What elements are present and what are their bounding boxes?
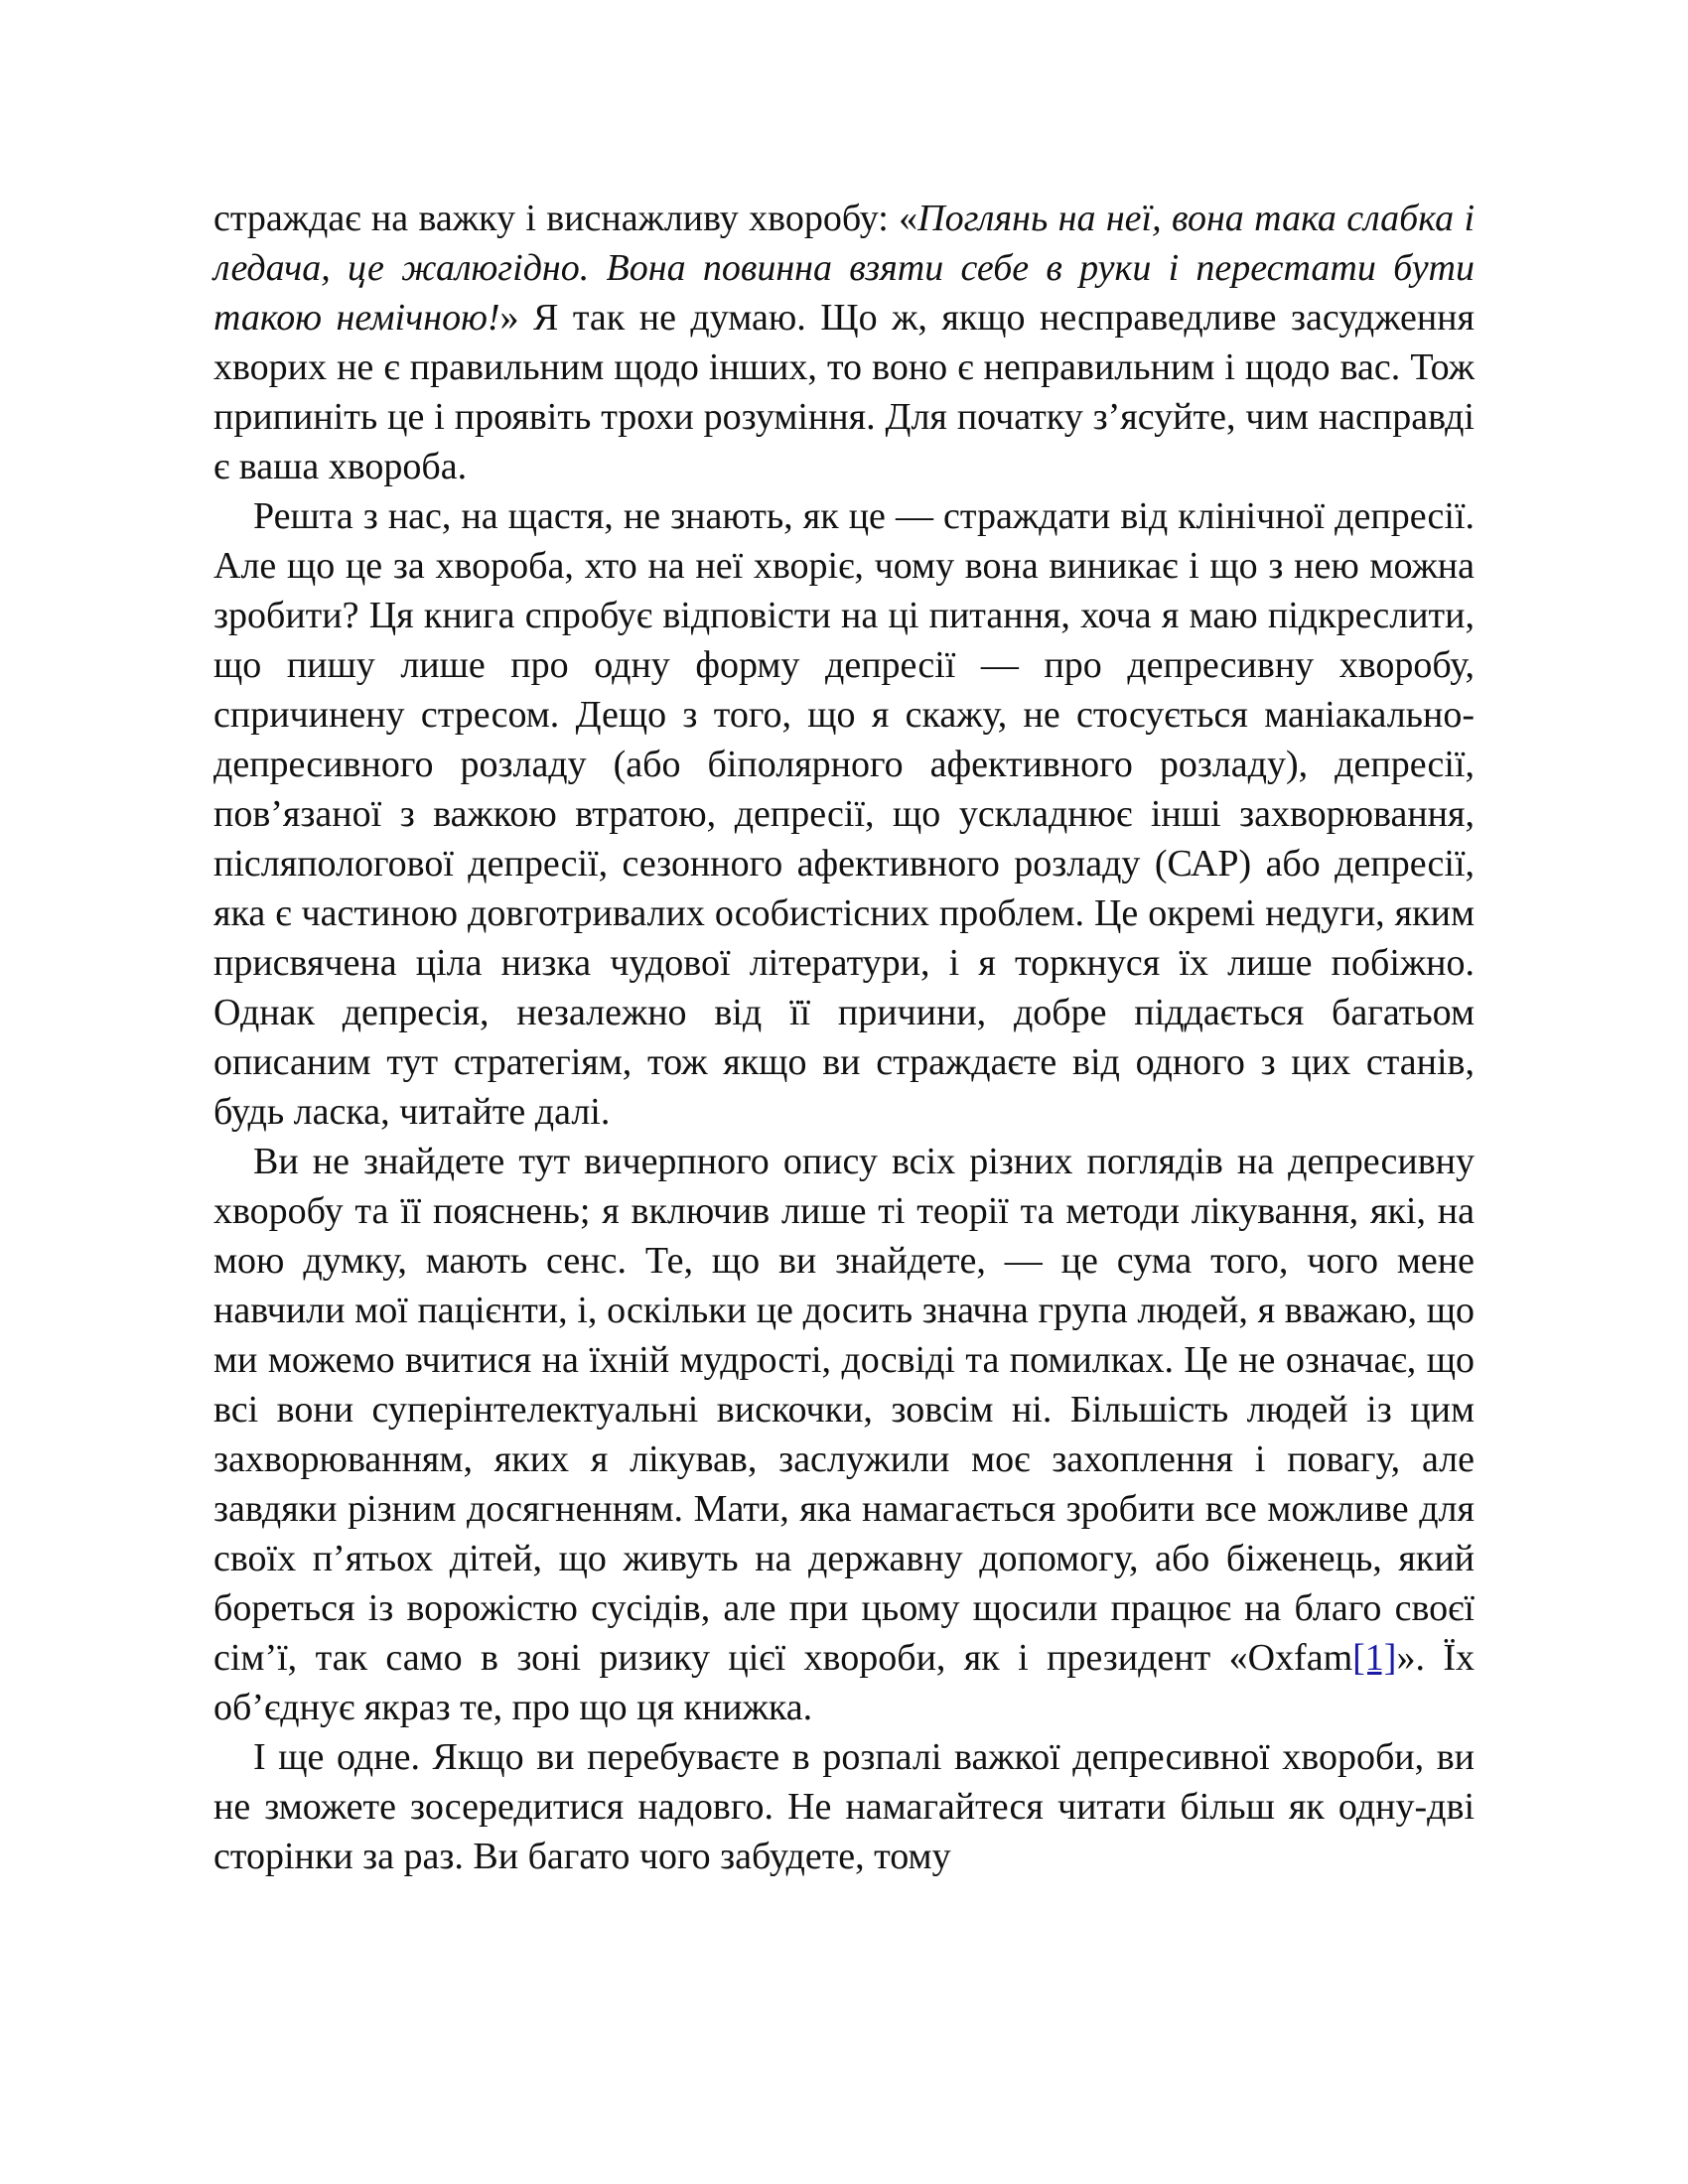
footnote-link-1[interactable]: [1]: [1352, 1637, 1397, 1679]
paragraph-3: [213, 1137, 1475, 1732]
paragraph-1-text-start: страждає на важку і виснажливу хворобу: «: [213, 198, 918, 239]
book-page: [213, 194, 1475, 1881]
paragraph-4: І ще одне. Якщо ви перебуваєте в розпалі важкої депресивної хвороби, ви не зможете зосередитися надовго. Не намагайтеся читати більш як одну-дві сторінки за раз. Ви багато чого забудете, тому: [213, 1736, 1475, 1877]
paragraph-1-text-end: » Я так не думаю. Що ж, якщо несправедливе засудження хворих не є правильним щодо інших, то воно є неправильним і щодо вас. Тож припиніть це і проявіть трохи розуміння. Для початку з’ясуйте, чим насправді є ваша хвороба.: [213, 297, 1475, 487]
paragraph-2: Решта з нас, на щастя, не знають, як це — страждати від клінічної депресії. Але що це за хвороба, хто на неї хворіє, чому вона виникає і що з нею можна зробити? Ця книга спробує відповісти на ці питання, хоча я маю підкреслити, що пишу лише про одну форму депресії — про депресивну хворобу, спричинену стресом. Дещо з того, що я скажу, не стосується маніакально-депресивного розладу (або біполярного афективного розладу), депресії, пов’язаної з важкою втратою, депресії, що ускладнює інші захворювання, післяпологової депресії, сезонного афективного розладу (САР) або депресії, яка є частиною довготривалих особистісних проблем. Це окремі недуги, яким присвячена ціла низка чудової літератури, і я торкнуся їх лише побіжно. Однак депресія, незалежно від її причини, добре піддається багатьом описаним тут стратегіям, тож якщо ви страждаєте від одного з цих станів, будь ласка, читайте далі.: [213, 495, 1475, 1133]
paragraph-1: [213, 194, 1475, 491]
paragraph-1-italic-quote: Поглянь на неї, вона така слабка і ледача, це жалюгідно. Вона повинна взяти себе в руки і перестати бути такою немічною!: [213, 198, 1476, 339]
paragraph-3-text-end: ». Їх об’єднує якраз те, про що ця книжка.: [213, 1637, 1475, 1728]
paragraph-3-text-start: Ви не знайдете тут вичерпного опису всіх різних поглядів на депресивну хворобу та її пояснень; я включив лише ті теорії та методи лікування, які, на мою думку, мають сенс. Те, що ви знайдете, — це сума того, чого мене навчили мої пацієнти, і, оскільки це досить значна група людей, я вважаю, що ми можемо вчитися на їхній мудрості, досвіді та помилках. Це не означає, що всі вони суперінтелектуальні вискочки, зовсім ні. Більшість людей із цим захворюванням, яких я лікував, заслужили моє захоплення і повагу, але завдяки різним досягненням. Мати, яка намагається зробити все можливе для своїх п’ятьох дітей, що живуть на державну допомогу, або біженець, який бореться із ворожістю сусідів, але при цьому щосили працює на благо своєї сім’ї, так само в зоні ризику цієї хвороби, як і президент «Oxfam: [213, 1141, 1475, 1679]
